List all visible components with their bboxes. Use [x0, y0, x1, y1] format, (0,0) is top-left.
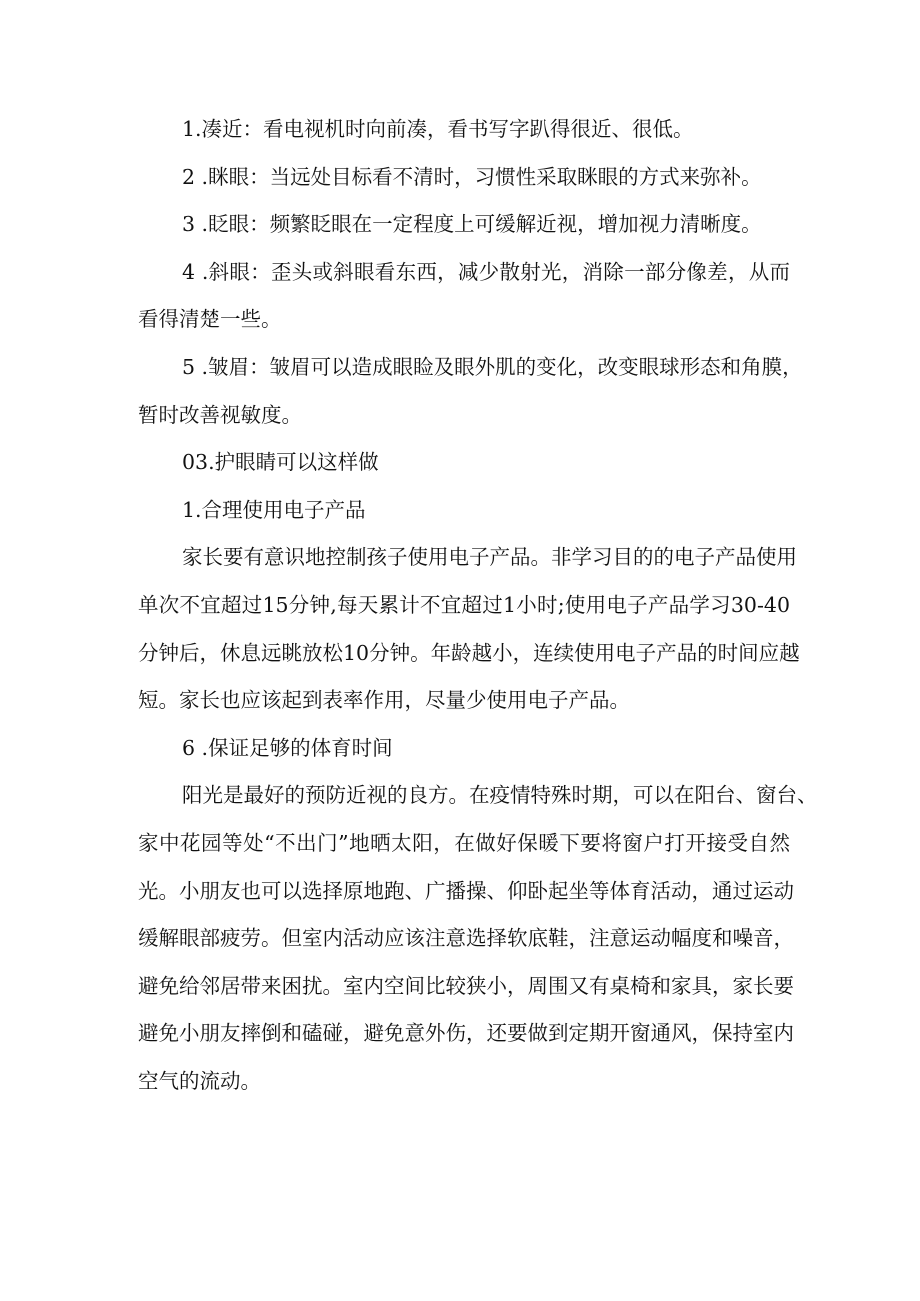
text-line: 2 .眯眼：当远处目标看不清时，习惯性采取眯眼的方式来弥补。 — [182, 164, 762, 189]
section-03-heading — [138, 439, 790, 487]
tip-6-heading — [138, 725, 790, 773]
text-line: 1.凑近：看电视机时向前凑，看书写字趴得很近、很低。 — [182, 117, 694, 141]
text-line: 6 .保证足够的体育时间 — [182, 735, 393, 760]
text-line: 缓解眼部疲劳。但室内活动应该注意选择软底鞋，注意运动幅度和噪音， — [138, 926, 794, 951]
text-line: 单次不宜超过15分钟,每天累计不宜超过1小时;使用电子产品学习30-40 — [138, 592, 790, 617]
text-line: 阳光是最好的预防近视的良方。在疫情特殊时期，可以在阳台、窗台、 — [182, 783, 818, 808]
text-line: 空气的流动。 — [138, 1068, 261, 1093]
habit-2-squint — [138, 154, 790, 202]
text-line: 家长要有意识地控制孩子使用电子产品。非学习目的的电子产品使用 — [182, 545, 797, 570]
document-body — [138, 106, 818, 1105]
text-line: 5 .皱眉：皱眉可以造成眼睑及眼外肌的变化，改变眼球形态和角膜， — [182, 354, 803, 379]
tip-6-body — [138, 772, 818, 1105]
text-line: 看得清楚一些。 — [138, 307, 282, 332]
habit-4-side-glance — [138, 249, 790, 344]
text-line: 短。家长也应该起到表率作用，尽量少使用电子产品。 — [138, 688, 630, 713]
text-line: 避免小朋友摔倒和磕碰，避免意外伤，还要做到定期开窗通风，保持室内 — [138, 1021, 794, 1046]
tip-1-body — [138, 534, 800, 724]
habit-5-frown — [138, 344, 803, 439]
text-line: 暂时改善视敏度。 — [138, 402, 302, 427]
text-line: 3 .眨眼：频繁眨眼在一定程度上可缓解近视，增加视力清晰度。 — [182, 212, 762, 237]
text-line: 03.护眼睛可以这样做 — [182, 450, 379, 475]
text-line: 分钟后，休息远眺放松10分钟。年龄越小，连续使用电子产品的时间应越 — [138, 640, 800, 665]
text-line: 避免给邻居带来困扰。室内空间比较狭小，周围又有桌椅和家具，家长要 — [138, 973, 794, 998]
habit-3-blink — [138, 201, 790, 249]
tip-1-heading — [138, 487, 790, 535]
habit-1-lean-close — [138, 106, 790, 154]
text-line: 1.合理使用电子产品 — [182, 497, 366, 522]
text-line: 4 .斜眼：歪头或斜眼看东西，减少散射光，消除一部分像差，从而 — [182, 259, 790, 284]
text-line: 家中花园等处“不出门”地晒太阳，在做好保暖下要将窗户打开接受自然 — [138, 830, 790, 855]
text-line: 光。小朋友也可以选择原地跑、广播操、仰卧起坐等体育活动，通过运动 — [138, 878, 794, 903]
